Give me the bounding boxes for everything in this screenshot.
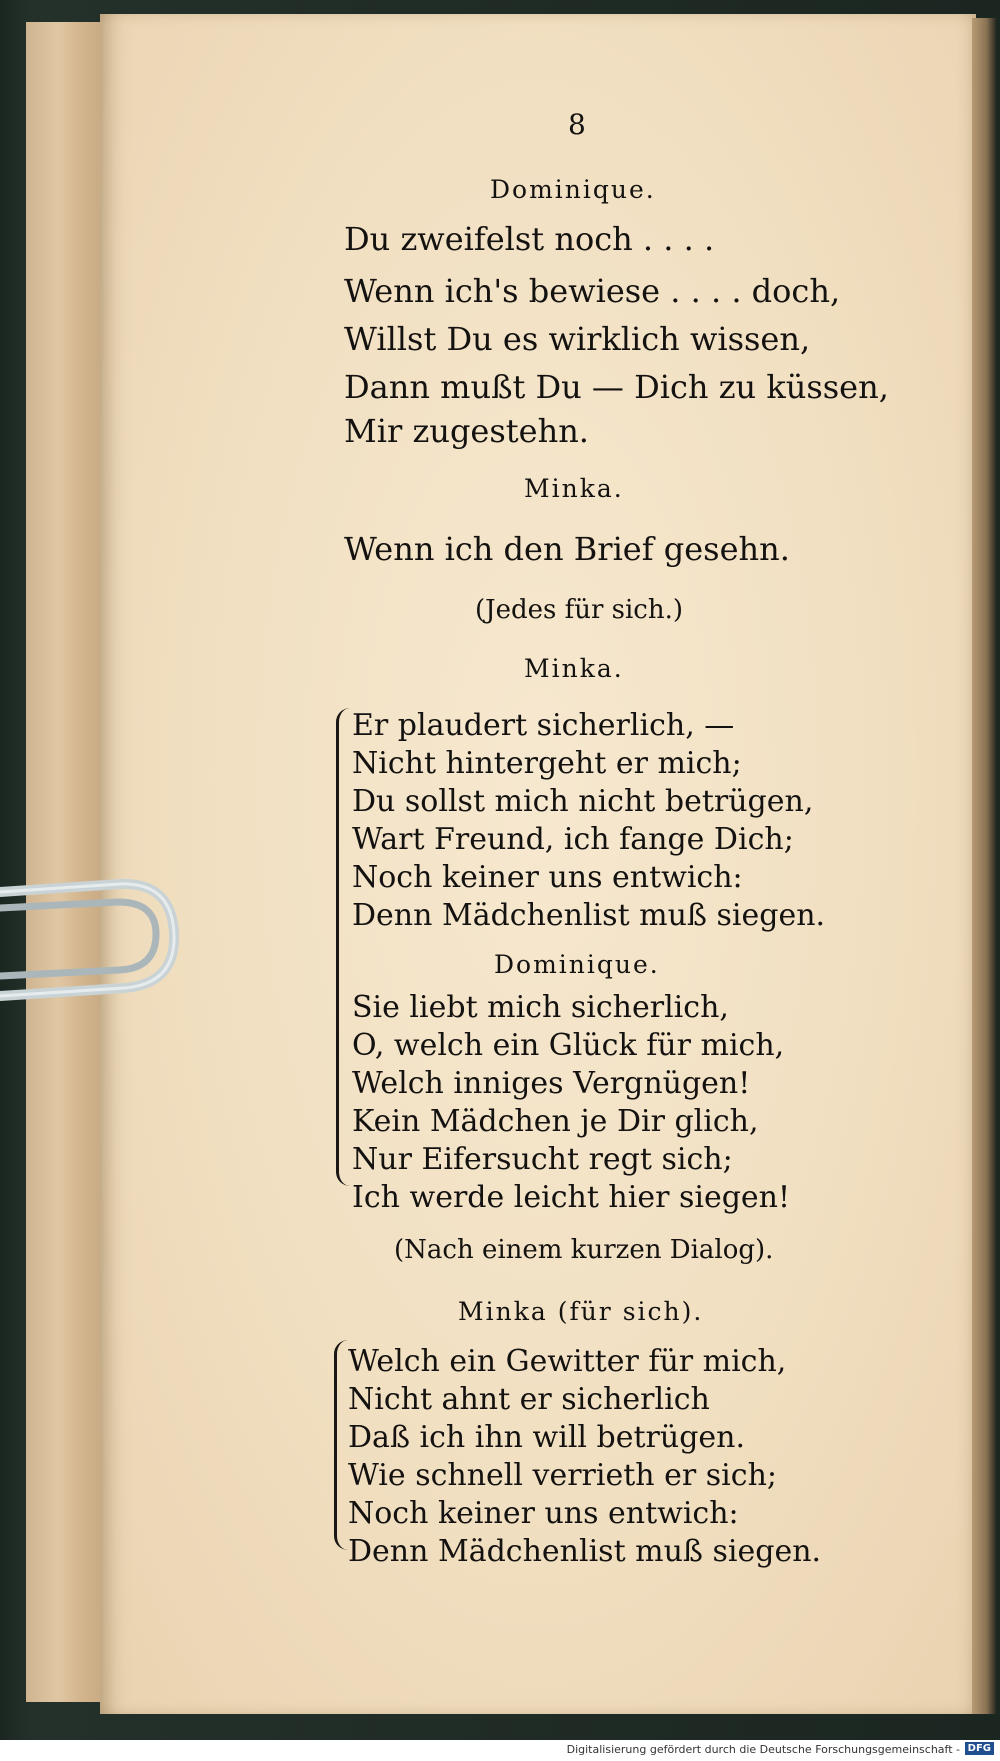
verse-line: Daß ich ihn will betrügen. xyxy=(348,1420,746,1455)
verse-line: Willst Du es wirklich wissen, xyxy=(344,320,811,358)
book-right-edge xyxy=(972,18,996,1714)
footer-bar xyxy=(0,1740,1000,1761)
verse-line: Nicht ahnt er sicherlich xyxy=(348,1382,710,1417)
footer-credit: Digitalisierung gefördert durch die Deutsche Forschungsgemeinschaft - xyxy=(566,1743,960,1756)
verse-line: Noch keiner uns entwich: xyxy=(352,860,743,895)
paper-clip xyxy=(0,872,182,1012)
speaker-minka: Minka. xyxy=(524,474,624,503)
verse-line: Dann mußt Du — Dich zu küssen, xyxy=(344,368,889,406)
verse-line: Nur Eifersucht regt sich; xyxy=(352,1142,733,1177)
verse-line: Nicht hintergeht er mich; xyxy=(352,746,742,781)
book-page-edges xyxy=(26,22,107,1702)
stage-direction: (Nach einem kurzen Dialog). xyxy=(394,1235,774,1265)
verse-line: Welch inniges Vergnügen! xyxy=(352,1066,751,1101)
verse-line: Wenn ich den Brief gesehn. xyxy=(344,530,790,568)
verse-line: Er plaudert sicherlich, — xyxy=(352,708,735,743)
speaker-minka-duet: Minka. xyxy=(524,654,624,683)
dfg-logo: DFG xyxy=(965,1742,994,1755)
duet-brace xyxy=(336,708,353,1186)
verse-line: Kein Mädchen je Dir glich, xyxy=(352,1104,759,1139)
speaker-dominique: Dominique. xyxy=(490,175,656,204)
speaker-minka-final: Minka (für sich). xyxy=(458,1297,704,1326)
verse-line: Du zweifelst noch . . . . xyxy=(344,220,715,258)
final-brace xyxy=(334,1340,349,1550)
verse-line: Welch ein Gewitter für mich, xyxy=(348,1344,787,1379)
page-number: 8 xyxy=(568,108,586,141)
verse-line: Noch keiner uns entwich: xyxy=(348,1496,739,1531)
verse-line: Denn Mädchenlist muß siegen. xyxy=(348,1534,822,1569)
verse-line: Wenn ich's bewiese . . . . doch, xyxy=(344,272,841,310)
verse-line: Du sollst mich nicht betrügen, xyxy=(352,784,814,819)
verse-line: Wie schnell verrieth er sich; xyxy=(348,1458,778,1493)
verse-line: O, welch ein Glück für mich, xyxy=(352,1028,785,1063)
stage-direction: (Jedes für sich.) xyxy=(475,595,684,625)
verse-line: Denn Mädchenlist muß siegen. xyxy=(352,898,826,933)
verse-line: Ich werde leicht hier siegen! xyxy=(352,1180,791,1215)
speaker-dominique-duet: Dominique. xyxy=(494,950,660,979)
verse-line: Mir zugestehn. xyxy=(344,412,589,450)
verse-line: Wart Freund, ich fange Dich; xyxy=(352,822,794,857)
verse-line: Sie liebt mich sicherlich, xyxy=(352,990,729,1025)
